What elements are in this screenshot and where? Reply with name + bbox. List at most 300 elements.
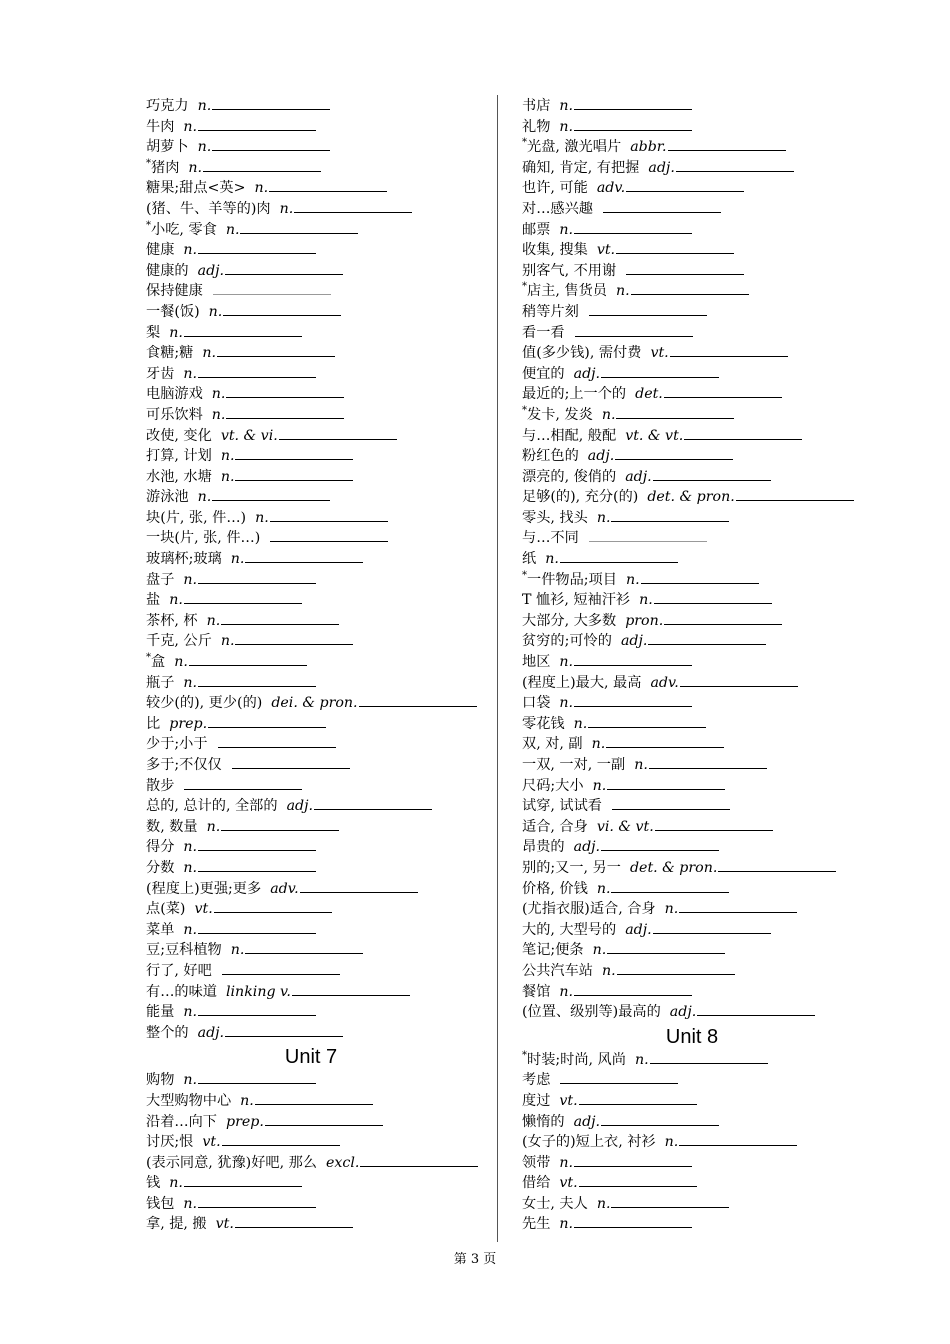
part-of-speech: n.	[559, 1216, 574, 1233]
answer-blank[interactable]	[221, 816, 339, 831]
part-of-speech: adj.	[648, 159, 675, 176]
part-of-speech: adj.	[573, 1113, 601, 1130]
answer-blank[interactable]	[184, 589, 302, 604]
answer-blank[interactable]	[223, 301, 341, 316]
part-of-speech: n.	[220, 468, 235, 485]
vocab-entry	[522, 527, 862, 548]
chinese-meaning: 沿着…向下	[146, 1113, 217, 1130]
answer-blank[interactable]	[198, 239, 316, 254]
answer-blank[interactable]	[718, 857, 836, 872]
chinese-meaning: 笔记;便条	[522, 942, 584, 959]
vocab-entry	[522, 507, 862, 528]
vocab-entry	[146, 713, 476, 734]
chinese-meaning: 能量	[146, 1004, 175, 1021]
chinese-meaning: 电脑游戏	[146, 386, 203, 403]
answer-blank[interactable]	[574, 1213, 692, 1228]
chinese-meaning: 数, 数量	[146, 818, 198, 835]
part-of-speech: n.	[634, 1051, 649, 1068]
vocab-entry	[146, 445, 476, 466]
chinese-meaning: 水池, 水塘	[146, 468, 212, 485]
vocab-entry	[522, 301, 862, 322]
vocab-entry	[522, 939, 862, 960]
answer-blank[interactable]	[235, 445, 353, 460]
vocab-entry	[522, 713, 862, 734]
part-of-speech: n.	[254, 180, 269, 197]
answer-blank[interactable]	[300, 878, 418, 893]
chinese-meaning: 行了, 好吧	[146, 962, 212, 979]
part-of-speech: prep.	[225, 1113, 264, 1130]
vocab-entry	[146, 754, 476, 775]
part-of-speech: adv.	[270, 880, 299, 897]
chinese-meaning: 适合, 合身	[522, 818, 588, 835]
answer-blank[interactable]	[606, 733, 724, 748]
answer-blank[interactable]	[560, 548, 678, 563]
answer-blank[interactable]	[189, 651, 307, 666]
answer-blank[interactable]	[679, 898, 797, 913]
answer-blank[interactable]	[589, 527, 707, 542]
answer-blank[interactable]	[235, 630, 353, 645]
vocab-entry	[146, 486, 476, 507]
answer-blank[interactable]	[214, 898, 332, 913]
answer-blank[interactable]	[601, 1111, 719, 1126]
part-of-speech: n.	[211, 386, 226, 403]
answer-blank[interactable]	[198, 569, 316, 584]
unit-heading: Unit 8	[665, 1025, 719, 1048]
part-of-speech: n.	[220, 633, 235, 650]
chinese-meaning: 块(片, 张, 件…)	[146, 509, 247, 526]
part-of-speech: n.	[174, 654, 188, 671]
answer-blank[interactable]	[212, 136, 330, 151]
answer-blank[interactable]	[574, 1152, 692, 1167]
part-of-speech: vt. & vt.	[625, 427, 684, 444]
answer-blank[interactable]	[198, 116, 316, 131]
chinese-meaning: 健康的	[146, 262, 189, 279]
answer-blank[interactable]	[617, 960, 735, 975]
part-of-speech: n.	[601, 406, 616, 423]
answer-blank[interactable]	[616, 404, 734, 419]
part-of-speech: adj.	[286, 798, 314, 815]
vocab-entry	[146, 1152, 476, 1173]
star-mark: *	[522, 569, 527, 581]
answer-blank[interactable]	[588, 713, 706, 728]
answer-blank[interactable]	[359, 692, 477, 707]
chinese-meaning: 豆;豆科植物	[146, 942, 222, 959]
part-of-speech: n.	[197, 139, 212, 156]
answer-blank[interactable]	[221, 610, 339, 625]
answer-blank[interactable]	[679, 1131, 797, 1146]
chinese-meaning: 胡萝卜	[146, 139, 189, 156]
vocab-entry	[146, 1111, 476, 1132]
part-of-speech: n.	[559, 118, 574, 135]
answer-blank[interactable]	[198, 919, 316, 934]
part-of-speech: n.	[664, 901, 679, 918]
chinese-meaning: 粉红色的	[522, 448, 579, 465]
part-of-speech: n.	[639, 592, 653, 609]
vocab-entry	[522, 342, 862, 363]
vocab-entry	[522, 1131, 862, 1152]
vocab-entry	[522, 1152, 862, 1173]
chinese-meaning: 猪肉	[151, 159, 180, 176]
chinese-meaning: 钱包	[146, 1195, 175, 1212]
vocab-entry	[146, 939, 476, 960]
chinese-meaning: 收集, 搜集	[522, 242, 588, 259]
part-of-speech: n.	[545, 551, 559, 568]
vocab-entry	[522, 775, 862, 796]
answer-blank[interactable]	[270, 527, 388, 542]
part-of-speech: n.	[183, 674, 198, 691]
part-of-speech: n.	[664, 1134, 679, 1151]
chinese-meaning: 钱	[146, 1175, 161, 1192]
vocab-entry	[146, 1172, 476, 1193]
vocab-entry	[146, 383, 476, 404]
answer-blank[interactable]	[222, 960, 340, 975]
chinese-meaning: 别客气, 不用谢	[522, 262, 617, 279]
part-of-speech: adj.	[573, 365, 601, 382]
chinese-meaning: 健康	[146, 242, 175, 259]
answer-blank[interactable]	[222, 1131, 340, 1146]
answer-blank[interactable]	[560, 1069, 678, 1084]
answer-blank[interactable]	[235, 466, 353, 481]
answer-blank[interactable]	[245, 939, 363, 954]
answer-blank[interactable]	[641, 569, 759, 584]
answer-blank[interactable]	[626, 260, 744, 275]
answer-blank[interactable]	[653, 919, 771, 934]
answer-blank[interactable]	[314, 795, 432, 810]
answer-blank[interactable]	[255, 1090, 373, 1105]
answer-blank[interactable]	[265, 1111, 383, 1126]
answer-blank[interactable]	[232, 754, 350, 769]
answer-blank[interactable]	[574, 651, 692, 666]
vocab-entry	[146, 569, 476, 590]
vocab-entry	[146, 527, 476, 548]
chinese-meaning: 也许, 可能	[522, 180, 588, 197]
answer-blank[interactable]	[650, 1049, 768, 1064]
chinese-meaning: 可乐饮料	[146, 406, 203, 423]
vocab-entry	[522, 754, 862, 775]
part-of-speech: n.	[230, 942, 245, 959]
star-mark: *	[522, 281, 527, 293]
vocab-entry	[522, 157, 862, 178]
part-of-speech: excl.	[326, 1154, 360, 1171]
chinese-meaning: 邮票	[522, 221, 551, 238]
vocab-entry	[522, 1193, 862, 1214]
answer-blank[interactable]	[579, 1172, 697, 1187]
answer-blank[interactable]	[198, 857, 316, 872]
answer-blank[interactable]	[270, 507, 388, 522]
chinese-meaning: 稍等片刻	[522, 303, 579, 320]
vocab-entry	[522, 919, 862, 940]
chinese-meaning: 试穿, 试试看	[522, 798, 602, 815]
answer-blank[interactable]	[212, 95, 330, 110]
part-of-speech: adv.	[650, 674, 679, 691]
part-of-speech: n.	[220, 448, 235, 465]
chinese-meaning: 价格, 价钱	[522, 880, 588, 897]
vocab-entry	[522, 260, 862, 281]
vocab-entry	[146, 507, 476, 528]
chinese-meaning: 较少(的), 更少(的)	[146, 695, 263, 712]
answer-blank[interactable]	[631, 280, 749, 295]
star-mark: *	[146, 652, 151, 664]
answer-blank[interactable]	[607, 775, 725, 790]
answer-blank[interactable]	[198, 1001, 316, 1016]
part-of-speech: n.	[211, 406, 226, 423]
part-of-speech: vt.	[215, 1216, 234, 1233]
answer-blank[interactable]	[655, 816, 773, 831]
part-of-speech: vt.	[559, 1175, 578, 1192]
vocab-entry	[146, 898, 476, 919]
chinese-meaning: 懒惰的	[522, 1113, 565, 1130]
answer-blank[interactable]	[226, 404, 344, 419]
star-mark: *	[522, 1049, 527, 1061]
vocab-entry	[522, 1090, 862, 1111]
answer-blank[interactable]	[574, 219, 692, 234]
answer-blank[interactable]	[664, 610, 782, 625]
chinese-meaning: (程度上)更强;更多	[146, 880, 262, 897]
vocab-entry	[146, 836, 476, 857]
chinese-meaning: 女士, 夫人	[522, 1195, 588, 1212]
vocab-entry	[146, 919, 476, 940]
vocab-entry	[146, 1213, 476, 1234]
vocab-entry	[146, 692, 476, 713]
answer-blank[interactable]	[198, 1069, 316, 1084]
answer-blank[interactable]	[212, 486, 330, 501]
chinese-meaning: 讨厌;恨	[146, 1134, 194, 1151]
vocab-entry	[522, 383, 862, 404]
part-of-speech: n.	[169, 324, 183, 341]
answer-blank[interactable]	[648, 630, 766, 645]
answer-blank[interactable]	[198, 363, 316, 378]
chinese-meaning: 糖果;甜点<英>	[146, 180, 246, 197]
vocab-entry	[522, 486, 862, 507]
answer-blank[interactable]	[279, 425, 397, 440]
answer-blank[interactable]	[616, 239, 734, 254]
chinese-meaning: 确知, 肯定, 有把握	[522, 159, 640, 176]
chinese-meaning: 千克, 公斤	[146, 633, 212, 650]
answer-blank[interactable]	[579, 1090, 697, 1105]
part-of-speech: det.	[635, 386, 663, 403]
answer-blank[interactable]	[612, 795, 730, 810]
answer-blank[interactable]	[184, 1172, 302, 1187]
part-of-speech: adv.	[596, 180, 626, 197]
vocab-entry	[146, 260, 476, 281]
vocab-entry	[522, 692, 862, 713]
chinese-meaning: 餐馆	[522, 983, 551, 1000]
vocab-entry	[146, 816, 476, 837]
vocab-entry	[522, 836, 862, 857]
answer-blank[interactable]	[680, 672, 798, 687]
vocab-entry	[146, 301, 476, 322]
answer-blank[interactable]	[601, 363, 719, 378]
answer-blank[interactable]	[589, 301, 707, 316]
chinese-meaning: 大型购物中心	[146, 1092, 232, 1109]
vocab-entry	[146, 651, 476, 672]
vocab-entry	[522, 363, 862, 384]
part-of-speech: n.	[625, 571, 640, 588]
answer-blank[interactable]	[574, 981, 692, 996]
star-mark: *	[146, 219, 151, 231]
chinese-meaning: 贫穷的;可怜的	[522, 633, 612, 650]
chinese-meaning: 对…感兴趣	[522, 200, 593, 217]
chinese-meaning: 分数	[146, 859, 175, 876]
answer-blank[interactable]	[611, 1193, 729, 1208]
chinese-meaning: 得分	[146, 839, 175, 856]
answer-blank[interactable]	[736, 486, 854, 501]
answer-blank[interactable]	[292, 981, 410, 996]
answer-blank[interactable]	[198, 672, 316, 687]
answer-blank[interactable]	[360, 1152, 478, 1167]
answer-blank[interactable]	[574, 116, 692, 131]
vocab-entry	[522, 1213, 862, 1234]
vocab-entry	[522, 1001, 862, 1022]
chinese-meaning: (猪、牛、羊等的)肉	[146, 200, 271, 217]
vocab-entry	[146, 239, 476, 260]
chinese-meaning: 保持健康	[146, 283, 203, 300]
answer-blank[interactable]	[235, 1213, 353, 1228]
vocab-entry	[146, 322, 476, 343]
part-of-speech: n.	[183, 859, 198, 876]
part-of-speech: n.	[279, 200, 294, 217]
chinese-meaning: 盘子	[146, 571, 175, 588]
answer-blank[interactable]	[676, 157, 794, 172]
part-of-speech: n.	[559, 695, 574, 712]
answer-blank[interactable]	[653, 466, 771, 481]
vocab-entry	[146, 1069, 476, 1090]
chinese-meaning: 盐	[146, 592, 161, 609]
vocab-entry	[146, 177, 476, 198]
part-of-speech: n.	[616, 283, 630, 300]
part-of-speech: abbr.	[630, 139, 667, 156]
part-of-speech: n.	[188, 159, 203, 176]
vocab-entry	[522, 548, 862, 569]
answer-blank[interactable]	[269, 177, 387, 192]
answer-blank[interactable]	[615, 445, 733, 460]
chinese-meaning: 点(菜)	[146, 901, 186, 918]
chinese-meaning: 书店	[522, 98, 551, 114]
vocab-entry	[146, 280, 476, 301]
chinese-meaning: 梨	[146, 324, 161, 341]
part-of-speech: n.	[601, 962, 616, 979]
part-of-speech: n.	[183, 839, 198, 856]
part-of-speech: n.	[240, 1092, 254, 1109]
part-of-speech: n.	[596, 880, 611, 897]
vocab-entry	[146, 857, 476, 878]
vocab-entry	[522, 878, 862, 899]
part-of-speech: n.	[169, 1175, 183, 1192]
vocab-entry	[522, 136, 862, 157]
answer-blank[interactable]	[697, 1001, 815, 1016]
answer-blank[interactable]	[668, 136, 786, 151]
vocab-entry	[146, 1090, 476, 1111]
answer-blank[interactable]	[664, 383, 782, 398]
answer-blank[interactable]	[684, 425, 802, 440]
vocab-entry	[146, 404, 476, 425]
chinese-meaning: 散步	[146, 777, 175, 794]
chinese-meaning: 一双, 一对, 一副	[522, 757, 626, 773]
answer-blank[interactable]	[198, 836, 316, 851]
chinese-meaning: 发卡, 发炎	[527, 406, 593, 423]
vocab-entry	[522, 198, 862, 219]
vocab-entry	[146, 342, 476, 363]
answer-blank[interactable]	[574, 95, 692, 110]
vocab-entry	[522, 651, 862, 672]
chinese-meaning: 牙齿	[146, 365, 175, 382]
vocab-entry	[522, 898, 862, 919]
answer-blank[interactable]	[294, 198, 412, 213]
answer-blank[interactable]	[245, 548, 363, 563]
vocab-entry	[146, 548, 476, 569]
answer-blank[interactable]	[626, 177, 744, 192]
answer-blank[interactable]	[225, 260, 343, 275]
answer-blank[interactable]	[225, 1022, 343, 1037]
part-of-speech: adj.	[669, 1004, 697, 1021]
answer-blank[interactable]	[198, 1193, 316, 1208]
vocab-entry	[522, 466, 862, 487]
vocab-entry	[522, 610, 862, 631]
answer-blank[interactable]	[649, 754, 767, 769]
answer-blank[interactable]	[218, 733, 336, 748]
answer-blank[interactable]	[574, 692, 692, 707]
part-of-speech: n.	[230, 551, 245, 568]
part-of-speech: n.	[559, 98, 574, 114]
answer-blank[interactable]	[184, 322, 302, 337]
answer-blank[interactable]	[611, 878, 729, 893]
answer-blank[interactable]	[240, 219, 358, 234]
answer-blank[interactable]	[607, 939, 725, 954]
chinese-meaning: 光盘, 激光唱片	[527, 139, 622, 156]
chinese-meaning: 口袋	[522, 695, 551, 712]
answer-blank[interactable]	[213, 280, 331, 295]
part-of-speech: n.	[169, 592, 183, 609]
answer-blank[interactable]	[603, 198, 721, 213]
vocab-entry	[146, 1193, 476, 1214]
vocab-entry	[522, 404, 862, 425]
answer-blank[interactable]	[203, 157, 321, 172]
vocab-entry	[146, 466, 476, 487]
answer-blank[interactable]	[601, 836, 719, 851]
vocab-entry	[522, 445, 862, 466]
star-mark: *	[146, 157, 151, 169]
vocab-entry	[522, 425, 862, 446]
vocab-entry	[522, 1049, 862, 1070]
part-of-speech: n.	[197, 98, 212, 114]
chinese-meaning: 地区	[522, 654, 551, 671]
left-column	[146, 95, 476, 1234]
vocab-entry	[146, 733, 476, 754]
part-of-speech: n.	[634, 757, 648, 773]
vocab-entry	[522, 239, 862, 260]
vocab-entry	[522, 1172, 862, 1193]
chinese-meaning: 纸	[522, 551, 537, 568]
part-of-speech: adj.	[625, 921, 652, 938]
answer-blank[interactable]	[217, 342, 335, 357]
part-of-speech: vt.	[202, 1134, 221, 1151]
chinese-meaning: 玻璃杯;玻璃	[146, 551, 222, 568]
chinese-meaning: 比	[146, 715, 161, 732]
answer-blank[interactable]	[670, 342, 788, 357]
answer-blank[interactable]	[575, 322, 693, 337]
answer-blank[interactable]	[208, 713, 326, 728]
right-column	[522, 95, 862, 1234]
answer-blank[interactable]	[184, 775, 302, 790]
answer-blank[interactable]	[611, 507, 729, 522]
part-of-speech: dei. & pron.	[271, 695, 358, 712]
chinese-meaning: 游泳池	[146, 489, 189, 506]
part-of-speech: adj.	[197, 1024, 225, 1041]
vocab-entry	[146, 425, 476, 446]
answer-blank[interactable]	[654, 589, 772, 604]
part-of-speech: n.	[183, 1072, 198, 1089]
answer-blank[interactable]	[226, 383, 344, 398]
